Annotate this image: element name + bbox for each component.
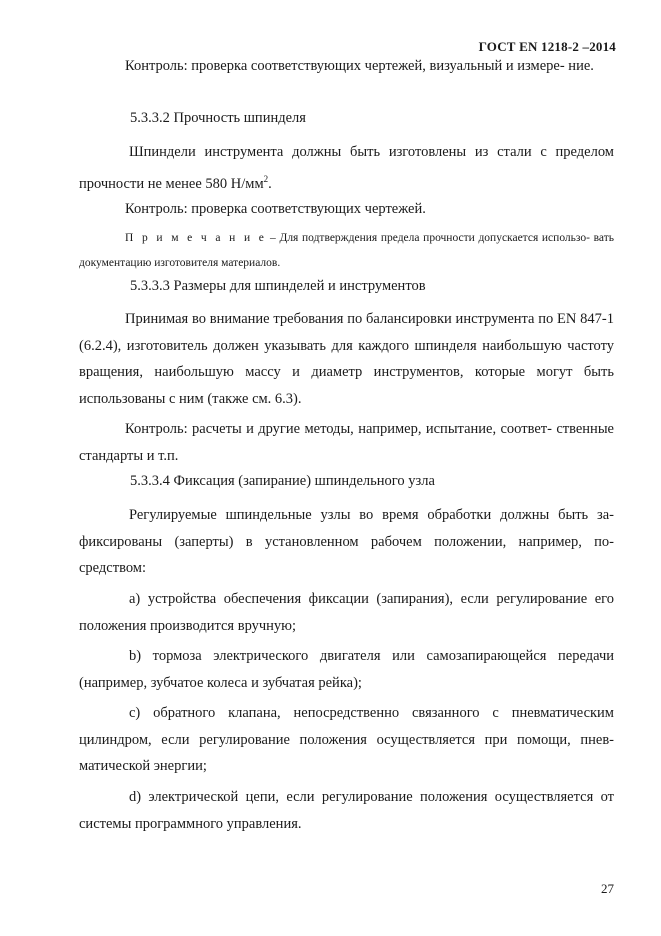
heading-5-3-3-3: 5.3.3.3 Размеры для шпинделей и инструментов: [130, 278, 426, 294]
paragraph-spindle-fixation: Регулируемые шпиндельные узлы во время обработки должны быть за- фиксированы (заперты) в установленном рабочем положении, например, по- средством:: [79, 507, 614, 576]
list-item-b: b) тормоза электрического двигателя или самозапирающейся передачи (например, зубчатое колеса и зубчатая рейка);: [79, 648, 614, 691]
heading-5-3-3-4: 5.3.3.4 Фиксация (запирание) шпиндельного узла: [130, 473, 435, 489]
heading-5-3-3-2: 5.3.3.2 Прочность шпинделя: [130, 110, 306, 126]
list-item-a: a) устройства обеспечения фиксации (запирания), если регулирование его положения производится вручную;: [79, 591, 614, 634]
note: [79, 226, 614, 275]
paragraph-dimensions: Принимая во внимание требования по балансировки инструмента по EN 847-1 (6.2.4), изготовитель должен указывать для каждого шпинделя наибольшую частоту вращения, наибольшую массу и диаметр инструментов, которые могут быть использованы с ним (также см. 6.3).: [79, 311, 614, 407]
note-text: – Для подтверждения предела прочности допускается использо- вать документацию изготовителя материалов.: [79, 232, 614, 269]
paragraph-control-3: Контроль: расчеты и другие методы, например, испытание, соответ- ственные стандарты и т.п.: [79, 421, 614, 464]
note-label: П р и м е ч а н и е: [125, 232, 267, 244]
spindle-strength-end: .: [268, 175, 272, 192]
paragraph-control-2: Контроль: проверка соответствующих чертежей.: [125, 201, 426, 217]
unit-superscript: 2: [263, 173, 269, 184]
list-item-d: d) электрической цепи, если регулирование положения осуществляется от системы программного управления.: [79, 789, 614, 832]
page-number: 27: [601, 881, 614, 896]
list-item-c: c) обратного клапана, непосредственно связанного с пневматическим цилиндром, если регулирование положения осуществляется при помощи, пнев- матической энергии;: [79, 705, 614, 774]
spindle-strength-text: Шпиндели инструмента должны быть изготовлены из стали с пределом прочности не менее 580 Н/мм: [79, 144, 614, 192]
paragraph-spindle-strength: [79, 139, 614, 197]
paragraph-control-1: Контроль: проверка соответствующих чертежей, визуальный и измере- ние.: [125, 58, 594, 74]
document-code: ГОСТ EN 1218-2 –2014: [478, 39, 616, 54]
